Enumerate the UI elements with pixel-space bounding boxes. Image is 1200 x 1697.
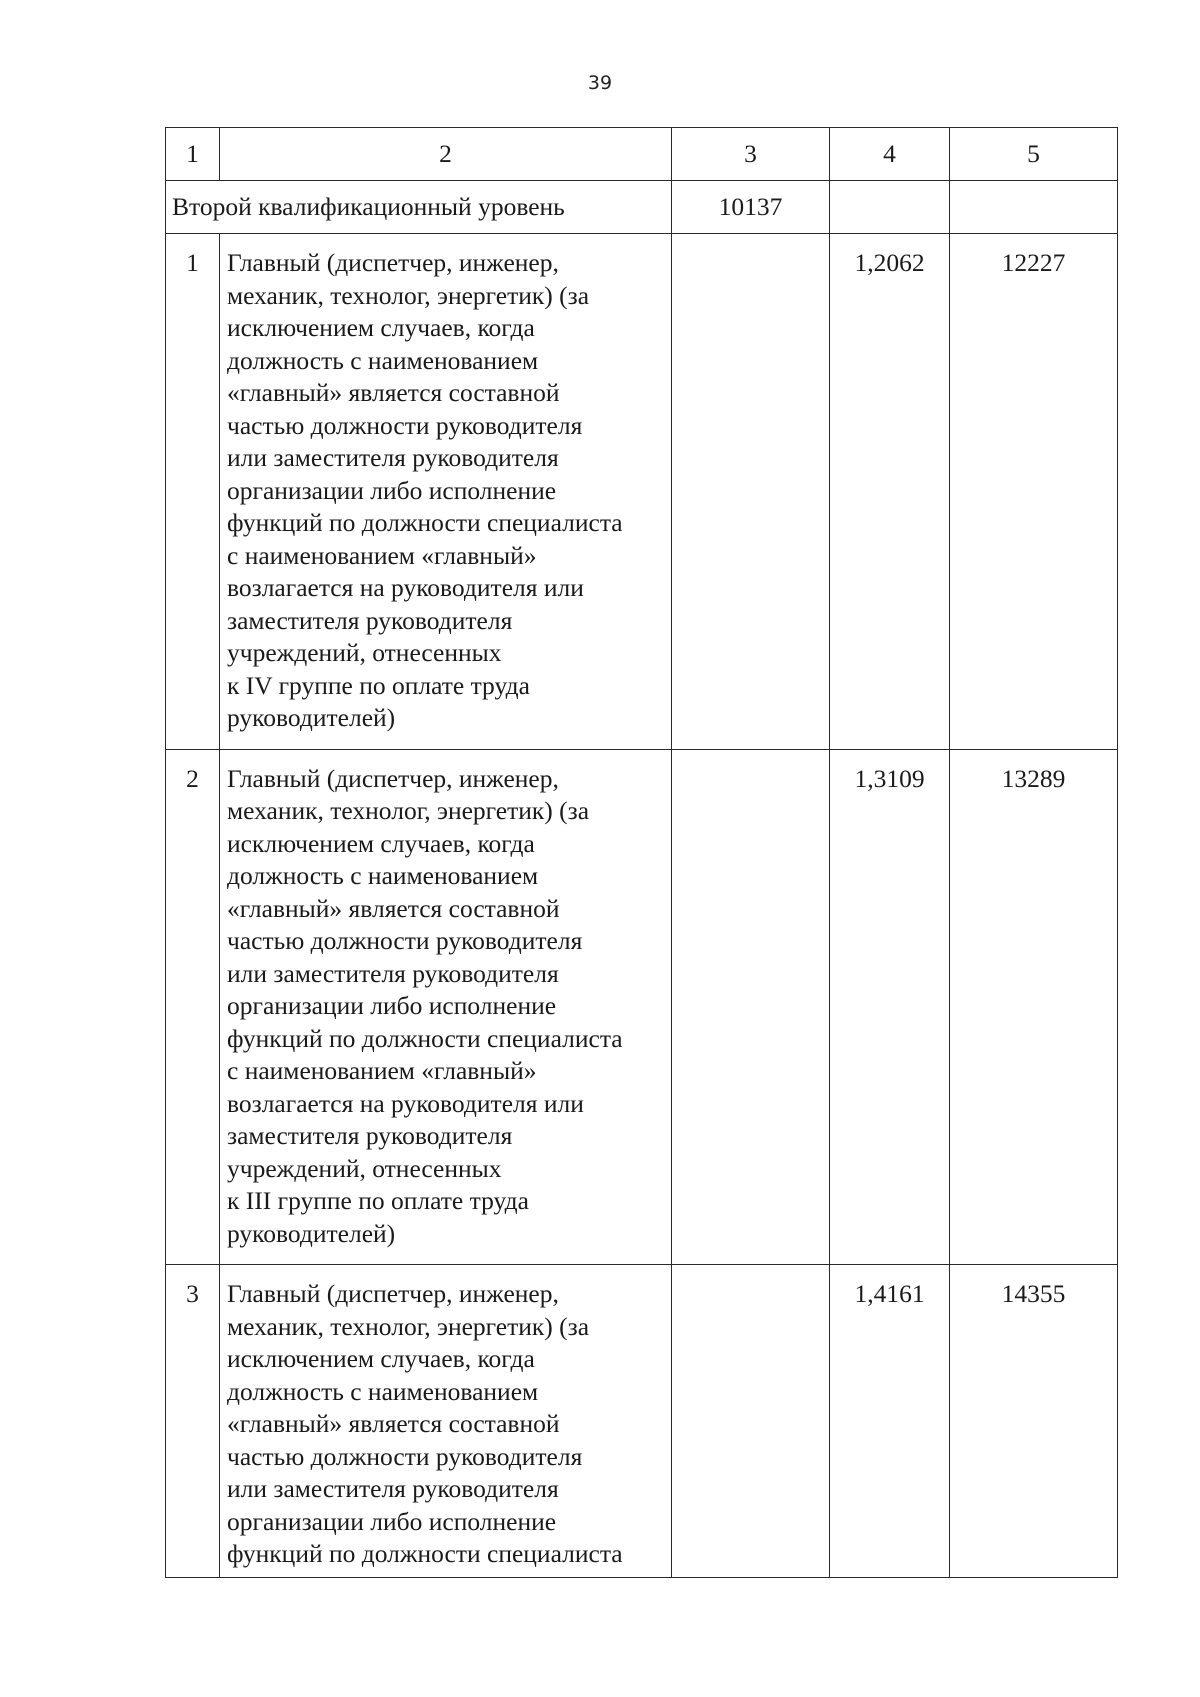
row-number: 3 (166, 1265, 220, 1578)
header-cell: 4 (830, 128, 950, 181)
coefficient-cell: 1,4161 (830, 1265, 950, 1578)
salary-cell: 12227 (950, 234, 1118, 750)
position-description: Главный (диспетчер, инженер, механик, технолог, энергетик) (за исключением случаев, когда должность с наименованием «главный» является составной частью должности руководителя или заместителя руководителя организации либо исполнение функций по должности специалиста (220, 1265, 672, 1578)
column-3-cell (672, 234, 830, 750)
table-row (166, 749, 1118, 1265)
salary-cell: 14355 (950, 1265, 1118, 1578)
column-3-cell (672, 749, 830, 1265)
header-cell: 2 (220, 128, 672, 181)
base-salary-cell: 10137 (672, 181, 830, 234)
salary-cell: 13289 (950, 749, 1118, 1265)
header-cell: 1 (166, 128, 220, 181)
empty-cell (950, 181, 1118, 234)
table-row (166, 234, 1118, 750)
row-number: 2 (166, 749, 220, 1265)
page-number: 39 (587, 72, 613, 94)
salary-table (165, 127, 1118, 1578)
qualification-level-row (166, 181, 1118, 234)
coefficient-cell: 1,3109 (830, 749, 950, 1265)
qualification-level-title: Второй квалификационный уровень (166, 181, 672, 234)
position-description: Главный (диспетчер, инженер, механик, технолог, энергетик) (за исключением случаев, когда должность с наименованием «главный» является составной частью должности руководителя или заместителя руководителя организации либо исполнение функций по должности специалиста с наименованием «главный» возлагается на руководителя или заместителя руководителя учреждений, отнесенных к III группе по оплате труда руководителей) (220, 749, 672, 1265)
header-cell: 3 (672, 128, 830, 181)
table-header-row (166, 128, 1118, 181)
column-3-cell (672, 1265, 830, 1578)
header-cell: 5 (950, 128, 1118, 181)
table-row (166, 1265, 1118, 1578)
coefficient-cell: 1,2062 (830, 234, 950, 750)
position-description: Главный (диспетчер, инженер, механик, технолог, энергетик) (за исключением случаев, когда должность с наименованием «главный» является составной частью должности руководителя или заместителя руководителя организации либо исполнение функций по должности специалиста с наименованием «главный» возлагается на руководителя или заместителя руководителя учреждений, отнесенных к IV группе по оплате труда руководителей) (220, 234, 672, 750)
row-number: 1 (166, 234, 220, 750)
empty-cell (830, 181, 950, 234)
